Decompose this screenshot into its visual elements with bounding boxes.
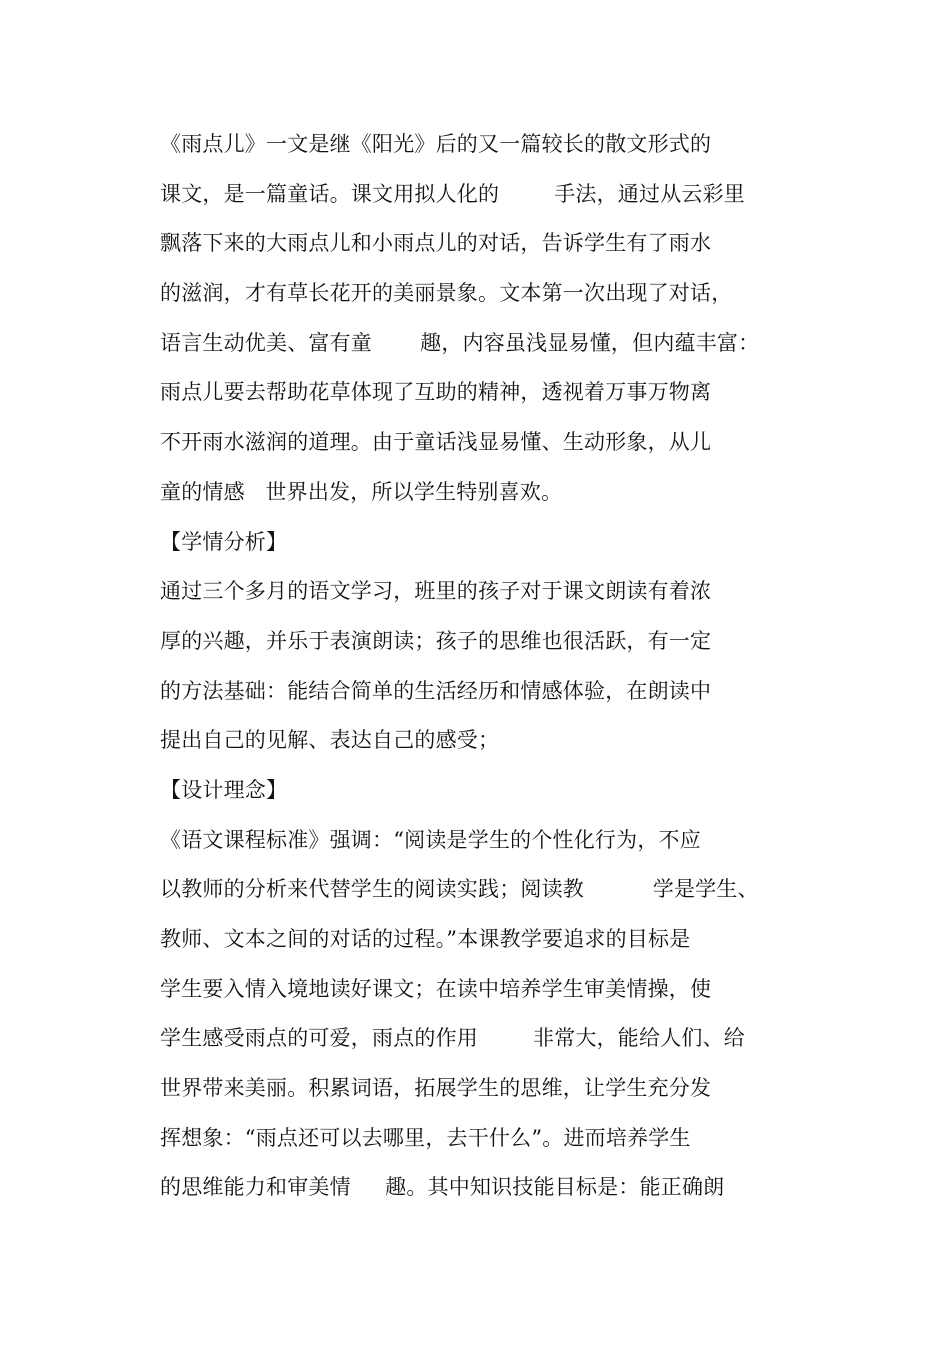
text-line: 教师、文本之间的对话的过程。”本课教学要追求的目标是 — [160, 927, 691, 951]
text-line: 学生要入情入境地读好课文；在读中培养学生审美情操，使 — [160, 976, 712, 1001]
document-body — [160, 120, 780, 1213]
text-line: 学生感受雨点的可爱，雨点的作用 非常大，能给人们、给 — [160, 1026, 745, 1051]
section-heading-learning-analysis: 【学情分析】 — [160, 529, 288, 554]
text-line: 不开雨水滋润的道理。由于童话浅显易懂、生动形象，从儿 — [160, 430, 712, 455]
text-line: 飘落下来的大雨点儿和小雨点儿的对话，告诉学生有了雨水 — [160, 231, 712, 256]
text-line: 以教师的分析来代替学生的阅读实践；阅读教 学是学生、 — [160, 877, 759, 902]
text-line: 厚的兴趣，并乐于表演朗读；孩子的思维也很活跃，有一定 — [160, 628, 712, 653]
text-line: 挥想象：“雨点还可以去哪里，去干什么”。进而培养学生 — [160, 1125, 691, 1150]
text-line: 《雨点儿》一文是继《阳光》后的又一篇较长的散文形式的 — [160, 132, 712, 156]
text-line: 的方法基础：能结合简单的生活经历和情感体验，在朗读中 — [160, 678, 712, 703]
text-line: 童的情感 世界出发，所以学生特别喜欢。 — [160, 479, 563, 504]
section-heading-design-concept: 【设计理念】 — [160, 777, 288, 802]
text-line: 世界带来美丽。积累词语，拓展学生的思维，让学生充分发 — [160, 1076, 712, 1101]
text-line: 语言生动优美、富有童 趣，内容虽浅显易懂，但内蕴丰富： — [160, 330, 760, 355]
text-line: 的思维能力和审美情 趣。其中知识技能目标是：能正确朗 — [160, 1175, 725, 1200]
text-line: 提出自己的见解、表达自己的感受； — [160, 728, 500, 753]
text-line: 《语文课程标准》强调：“阅读是学生的个性化行为，不应 — [160, 827, 701, 852]
text-line: 课文，是一篇童话。课文用拟人化的 手法，通过从云彩里 — [160, 181, 745, 206]
text-line: 的滋润，才有草长花开的美丽景象。文本第一次出现了对话， — [160, 281, 733, 306]
text-line: 通过三个多月的语文学习，班里的孩子对于课文朗读有着浓 — [160, 579, 712, 604]
text-line: 雨点儿要去帮助花草体现了互助的精神，透视着万事万物离 — [160, 380, 712, 405]
